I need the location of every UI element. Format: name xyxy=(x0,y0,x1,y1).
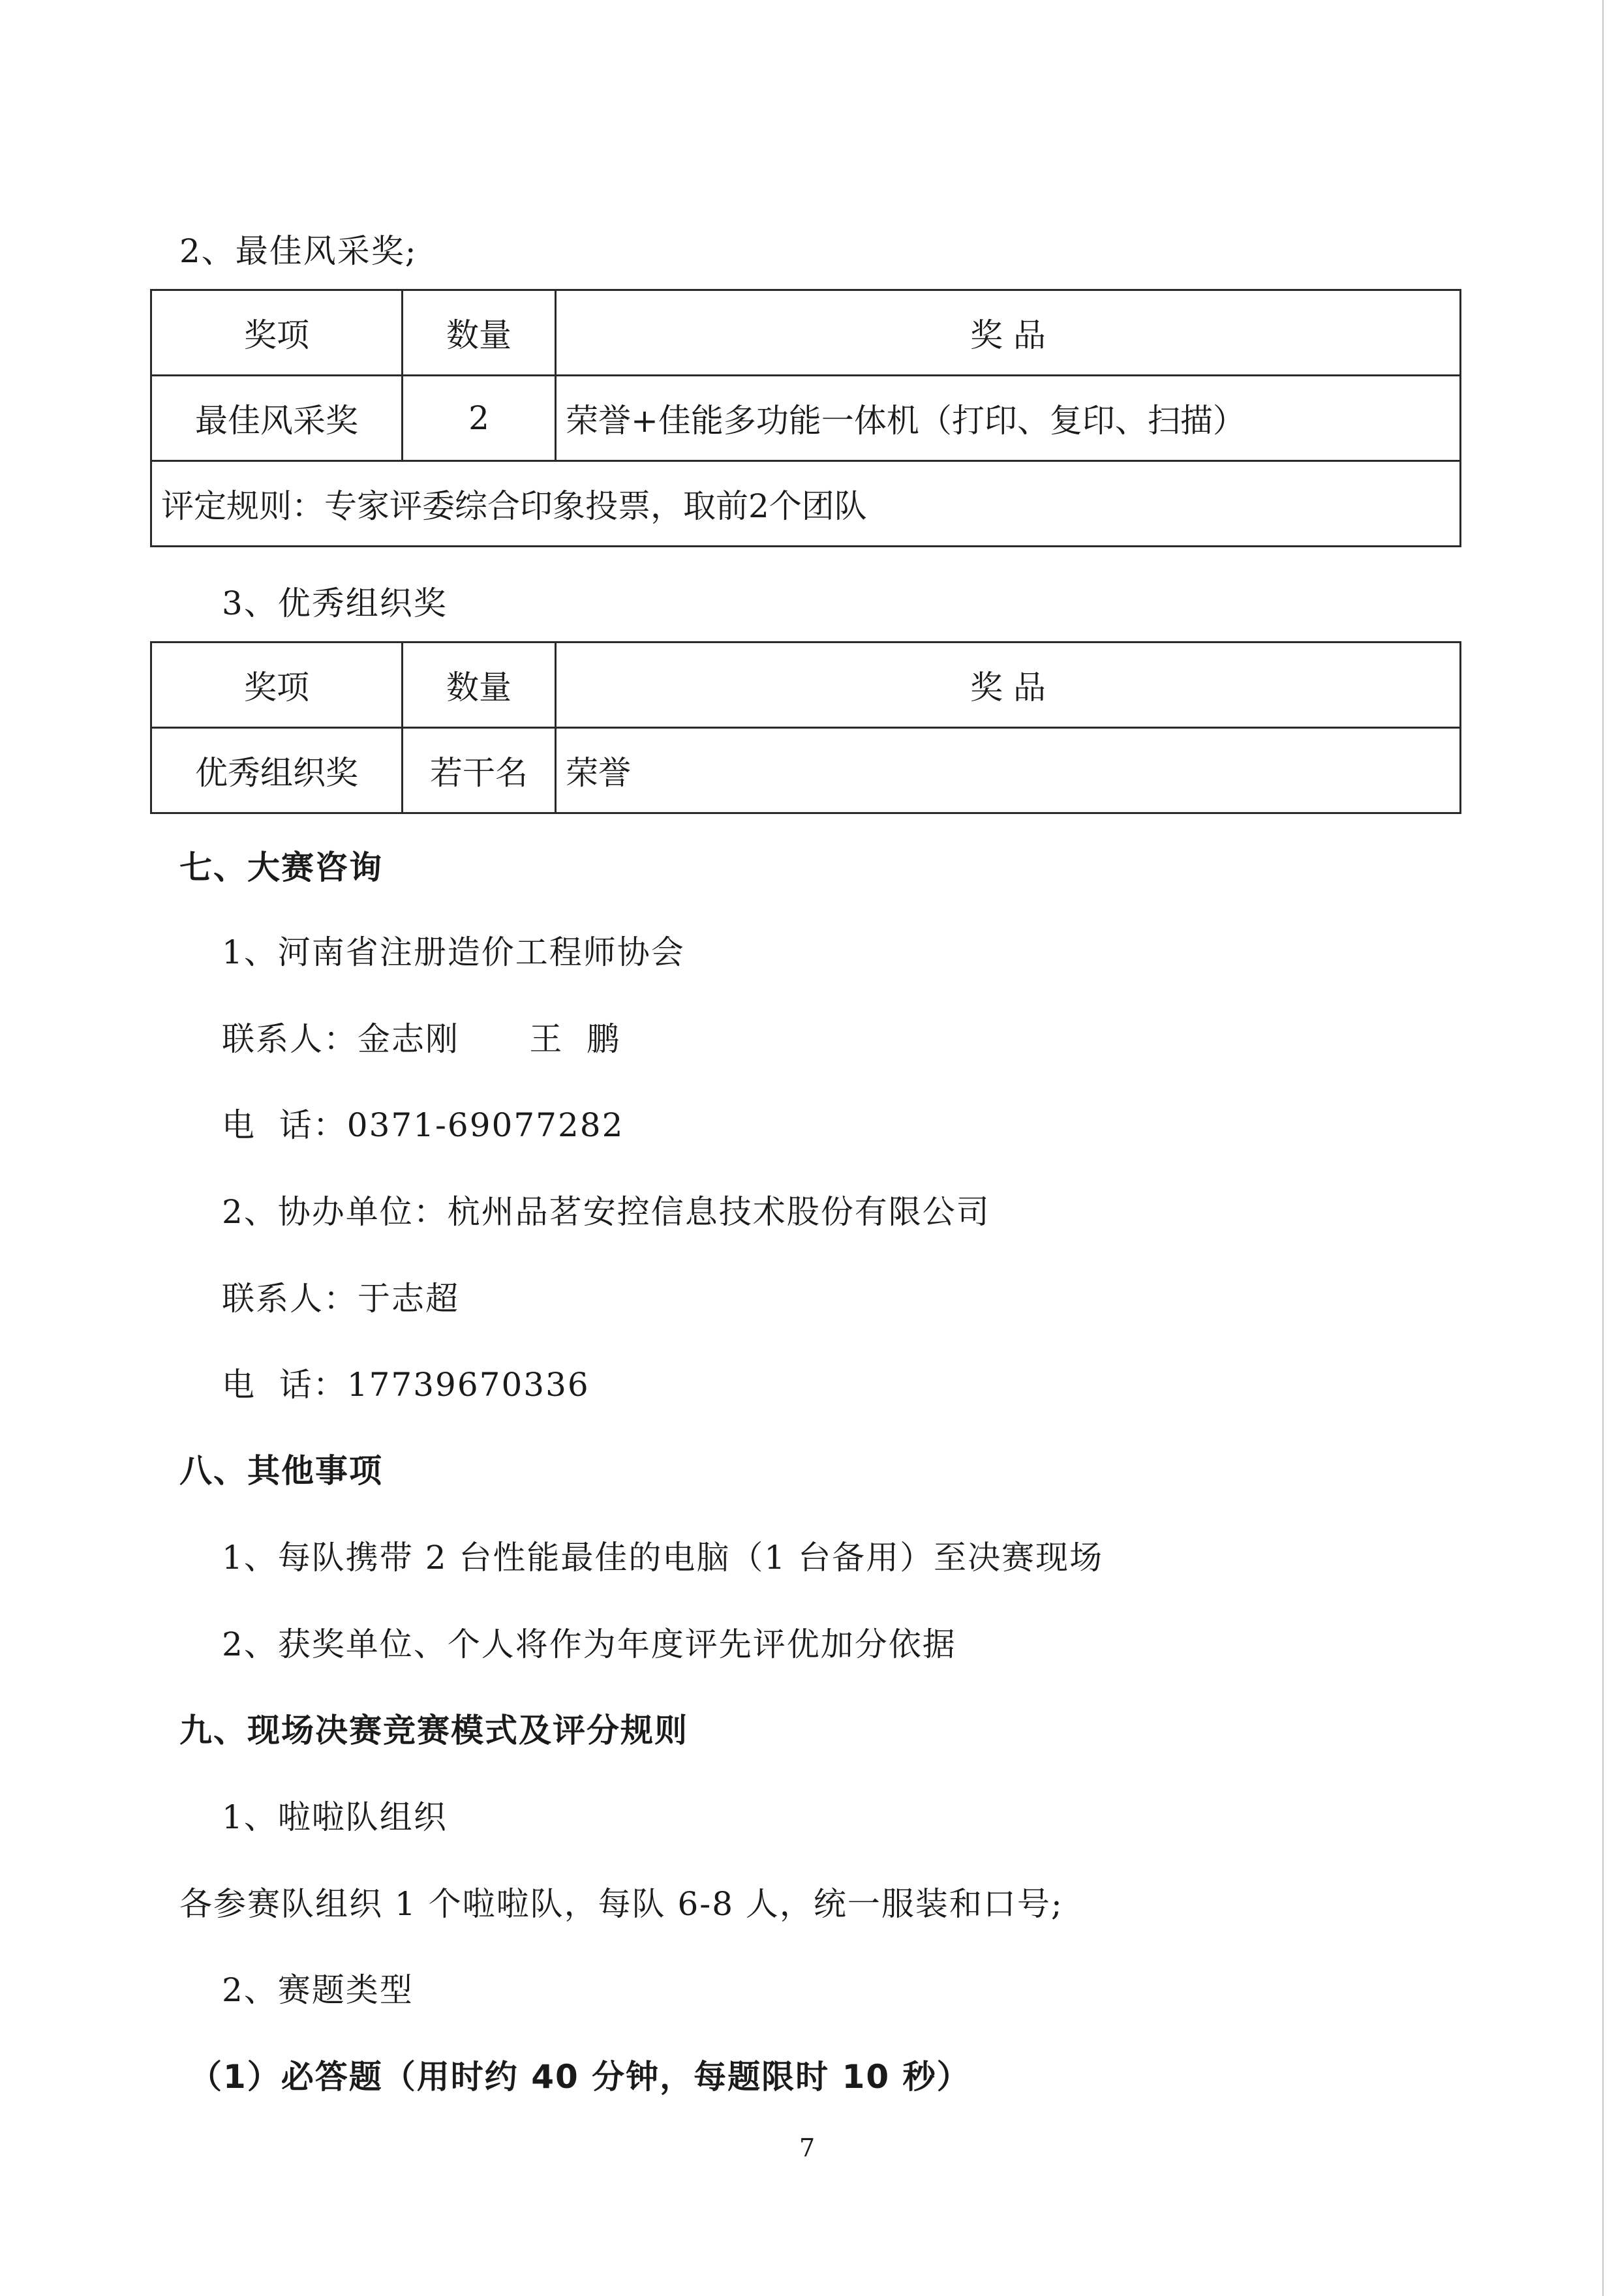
table-row xyxy=(151,376,1461,461)
table-rule-row xyxy=(151,461,1461,547)
page-edge xyxy=(1602,0,1604,2296)
cell-rule: 评定规则：专家评委综合印象投票，取前2个团队 xyxy=(151,461,1461,547)
header-award: 奖项 xyxy=(151,642,403,728)
header-quantity: 数量 xyxy=(403,642,556,728)
table-row xyxy=(151,728,1461,813)
final-item1-text: 各参赛队组织 1 个啦啦队，每队 6-8 人，统一服装和口号; xyxy=(179,1885,1063,1923)
header-quantity: 数量 xyxy=(403,290,556,376)
final-heading: 九、现场决赛竞赛模式及评分规则 xyxy=(179,1712,688,1749)
final-item1: 1、啦啦队组织 xyxy=(222,1798,448,1836)
cell-award: 优秀组织奖 xyxy=(151,728,403,813)
header-award: 奖项 xyxy=(151,290,403,376)
cell-quantity: 2 xyxy=(403,376,556,461)
consult-phone1: 电 话：0371-69077282 xyxy=(222,1106,624,1144)
final-item2-sub: （1）必答题（用时约 40 分钟，每题限时 10 秒） xyxy=(189,2058,971,2096)
final-item2: 2、赛题类型 xyxy=(222,1971,414,2009)
cell-quantity: 若干名 xyxy=(403,728,556,813)
consult-contact2: 联系人：于志超 xyxy=(222,1280,459,1318)
cell-prize: 荣誉+佳能多功能一体机（打印、复印、扫描） xyxy=(556,376,1461,461)
cell-award: 最佳风采奖 xyxy=(151,376,403,461)
consult-org2: 2、协办单位：杭州品茗安控信息技术股份有限公司 xyxy=(222,1193,990,1231)
header-prize: 奖 品 xyxy=(556,290,1461,376)
consult-heading: 七、大赛咨询 xyxy=(179,849,383,886)
header-prize: 奖 品 xyxy=(556,642,1461,728)
other-item1: 1、每队携带 2 台性能最佳的电脑（1 台备用）至决赛现场 xyxy=(222,1539,1104,1577)
page-number: 7 xyxy=(799,2134,816,2162)
consult-contact1: 联系人：金志刚 王 鹏 xyxy=(222,1020,621,1058)
other-item2: 2、获奖单位、个人将作为年度评先评优加分依据 xyxy=(222,1625,956,1663)
award-table-best-style xyxy=(150,289,1461,547)
other-heading: 八、其他事项 xyxy=(179,1452,383,1490)
consult-phone2: 电 话：17739670336 xyxy=(222,1366,590,1404)
cell-prize: 荣誉 xyxy=(556,728,1461,813)
section3-heading: 3、优秀组织奖 xyxy=(222,584,448,622)
award-table-organization xyxy=(150,641,1461,814)
consult-org1: 1、河南省注册造价工程师协会 xyxy=(222,933,685,971)
table-header-row xyxy=(151,290,1461,376)
table-header-row xyxy=(151,642,1461,728)
section2-heading: 2、最佳风采奖; xyxy=(179,232,418,270)
